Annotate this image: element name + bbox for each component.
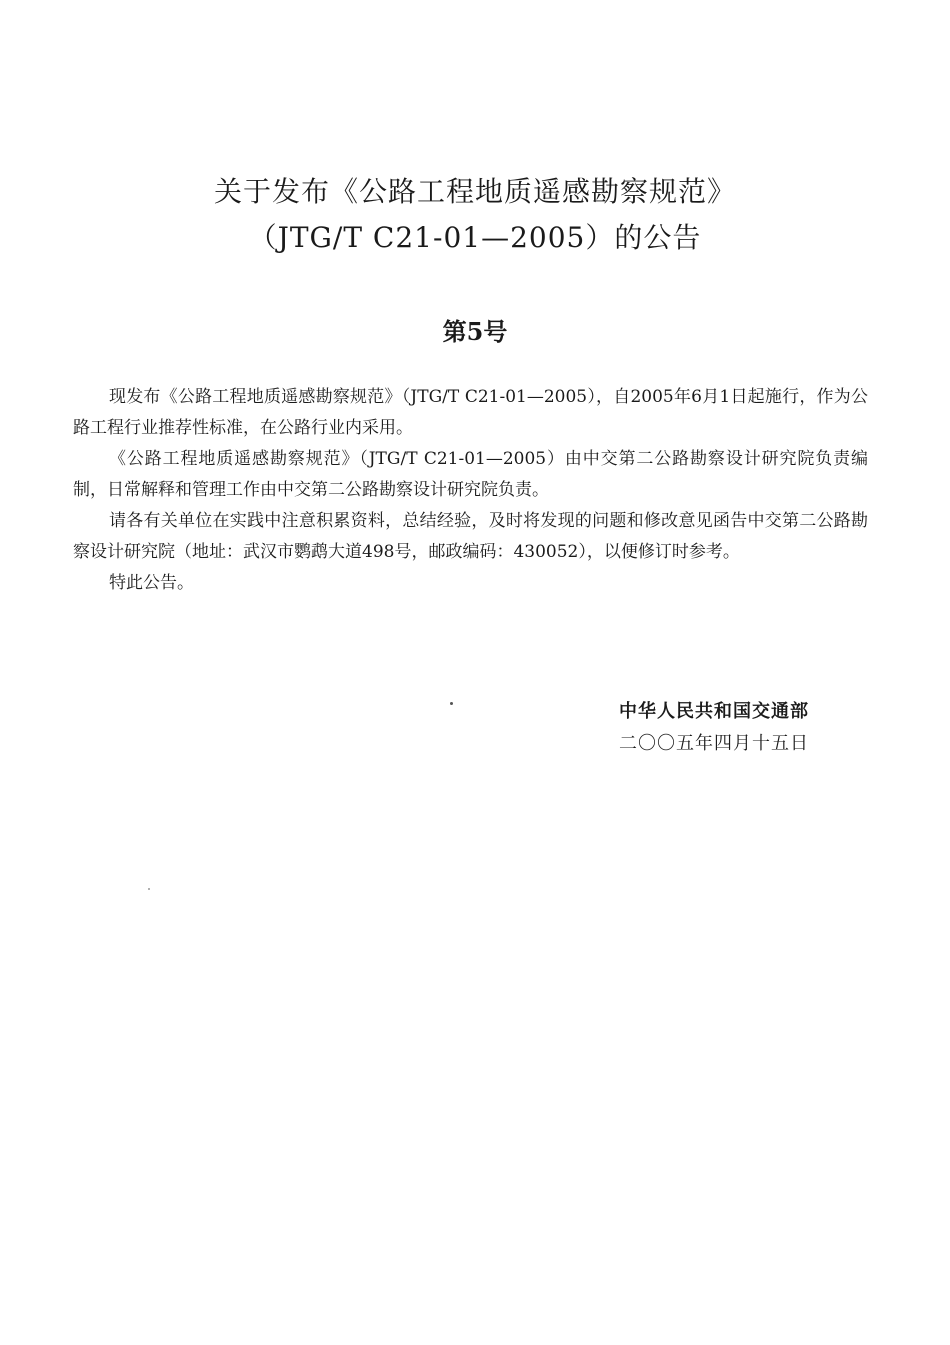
paragraph-release: 现发布《公路工程地质遥感勘察规范》（JTG/T C21-01—2005），自2005年6月1日起施行，作为公路工程行业推荐性标准，在公路行业内采用。: [73, 387, 868, 438]
paragraph-closing: 特此公告。: [109, 573, 194, 593]
issuing-organization: 中华人民共和国交通部: [619, 701, 809, 722]
announcement-title-line-2: （JTG/T C21-01—2005）的公告: [248, 221, 702, 254]
scan-speck: [450, 702, 453, 705]
scan-speck: [148, 888, 150, 890]
announcement-title-line-1: 关于发布《公路工程地质遥感勘察规范》: [213, 175, 736, 208]
signature-block: [619, 696, 809, 760]
paragraph-feedback-request: 请各有关单位在实践中注意积累资料，总结经验，及时将发现的问题和修改意见函告中交第二公路勘察设计研究院（地址：武汉市鹦鹉大道498号，邮政编码：430052），以便修订时参考。: [73, 511, 868, 562]
issue-date: 二〇〇五年四月十五日: [619, 733, 809, 754]
paragraph-responsibility: 《公路工程地质遥感勘察规范》（JTG/T C21-01—2005）由中交第二公路勘察设计研究院负责编制，日常解释和管理工作由中交第二公路勘察设计研究院负责。: [73, 449, 868, 500]
announcement-body: [73, 382, 868, 599]
document-number: 第5号: [442, 317, 508, 346]
